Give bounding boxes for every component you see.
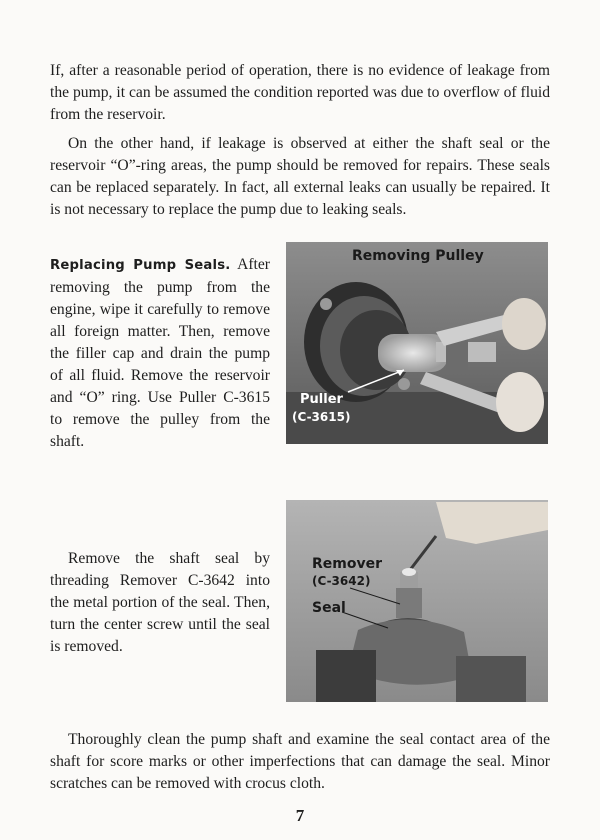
paragraph-replacing-seals-body: After removing the pump from the engine, wipe it carefully to remove all foreign matter. Then, remove the filler cap and drain the pump of all fluid. Remove the reservoir and “O” ring. Use Puller C-3615 to remove the pulley from the shaft. [50, 256, 270, 450]
paragraph-leakage-check: If, after a reasonable period of operation, there is no evidence of leakage from the pump, it can be assumed the condition reported was due to overflow of fluid from the reservoir. [50, 62, 550, 123]
paragraph-leakage-observed: On the other hand, if leakage is observed at either the shaft seal or the reservoir “O”-ring areas, the pump should be removed for repairs. These seals can be replaced separately. In fact, all external leaks can usually be repaired. It is not necessary to replace the pump due to leaking seals. [50, 135, 550, 218]
paragraph-replacing-seals [50, 254, 270, 453]
photo-caption-removing-pulley: Removing Pulley [352, 248, 484, 264]
callout-puller-code: (C-3615) [292, 410, 351, 424]
page-number: 7 [295, 806, 305, 825]
photo-removing-pulley [286, 242, 548, 444]
photo-seal-remover [286, 500, 548, 702]
callout-seal: Seal [312, 600, 346, 616]
callout-remover-code: (C-3642) [312, 574, 371, 588]
callout-puller: Puller [300, 392, 343, 407]
section-heading-replacing-pump-seals: Replacing Pump Seals. [50, 258, 231, 273]
callout-remover: Remover [312, 556, 383, 572]
paragraph-remove-shaft-seal: Remove the shaft seal by threading Remover C-3642 into the metal portion of the seal. Then, turn the center screw until the seal is removed. [50, 550, 270, 655]
paragraph-clean-shaft: Thoroughly clean the pump shaft and examine the seal contact area of the shaft for score marks or other imperfections that can damage the seal. Minor scratches can be removed with crocus cloth. [50, 731, 550, 792]
